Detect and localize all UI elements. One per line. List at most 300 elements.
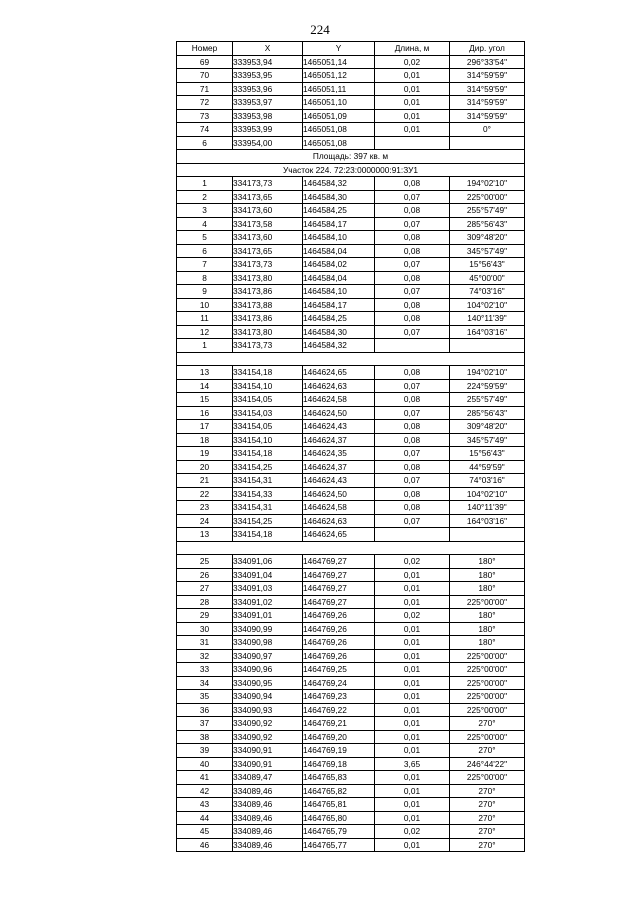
direction-angle-cell: 246°44'22" <box>450 757 525 771</box>
length-cell: 0,01 <box>375 649 450 663</box>
y-coordinate-cell: 1464584,04 <box>303 271 375 285</box>
x-coordinate-cell: 334173,65 <box>233 244 303 258</box>
table-row <box>177 393 525 407</box>
point-number-cell: 34 <box>177 676 233 690</box>
point-number-cell: 7 <box>177 258 233 272</box>
length-cell: 0,08 <box>375 433 450 447</box>
table-row <box>177 96 525 110</box>
y-coordinate-cell: 1464584,32 <box>303 339 375 353</box>
length-cell: 0,01 <box>375 69 450 83</box>
x-coordinate-cell: 334154,18 <box>233 528 303 542</box>
x-coordinate-cell: 334090,96 <box>233 663 303 677</box>
point-number-cell: 20 <box>177 460 233 474</box>
point-number-cell: 72 <box>177 96 233 110</box>
point-number-cell: 13 <box>177 366 233 380</box>
length-cell: 0,08 <box>375 312 450 326</box>
table-row <box>177 690 525 704</box>
header-direction-angle: Дир. угол <box>450 42 525 56</box>
area-summary-row <box>177 150 525 164</box>
y-coordinate-cell: 1465051,09 <box>303 109 375 123</box>
x-coordinate-cell: 334089,46 <box>233 784 303 798</box>
x-coordinate-cell: 334154,18 <box>233 366 303 380</box>
direction-angle-cell: 225°00'00" <box>450 690 525 704</box>
y-coordinate-cell: 1464624,63 <box>303 514 375 528</box>
x-coordinate-cell: 334154,10 <box>233 433 303 447</box>
table-row <box>177 703 525 717</box>
table-row <box>177 55 525 69</box>
x-coordinate-cell: 334090,91 <box>233 744 303 758</box>
y-coordinate-cell: 1465051,10 <box>303 96 375 110</box>
point-number-cell: 73 <box>177 109 233 123</box>
table-row <box>177 757 525 771</box>
x-coordinate-cell: 334173,58 <box>233 217 303 231</box>
point-number-cell: 27 <box>177 582 233 596</box>
table-row <box>177 406 525 420</box>
table-row <box>177 514 525 528</box>
x-coordinate-cell: 333954,00 <box>233 136 303 150</box>
table-row <box>177 339 525 353</box>
table-row <box>177 82 525 96</box>
length-cell: 0,07 <box>375 406 450 420</box>
length-cell: 0,01 <box>375 690 450 704</box>
length-cell: 0,07 <box>375 447 450 461</box>
direction-angle-cell: 225°00'00" <box>450 771 525 785</box>
y-coordinate-cell: 1464769,27 <box>303 555 375 569</box>
point-number-cell: 70 <box>177 69 233 83</box>
point-number-cell: 23 <box>177 501 233 515</box>
point-number-cell: 21 <box>177 474 233 488</box>
header-number: Номер <box>177 42 233 56</box>
table-row <box>177 717 525 731</box>
direction-angle-cell: 180° <box>450 609 525 623</box>
table-row <box>177 420 525 434</box>
direction-angle-cell: 225°00'00" <box>450 676 525 690</box>
x-coordinate-cell: 334173,86 <box>233 312 303 326</box>
direction-angle-cell: 270° <box>450 717 525 731</box>
direction-angle-cell: 296°33'54" <box>450 55 525 69</box>
direction-angle-cell: 345°57'49" <box>450 433 525 447</box>
area-summary: Площадь: 397 кв. м <box>177 150 525 164</box>
length-cell: 0,07 <box>375 474 450 488</box>
point-number-cell: 14 <box>177 379 233 393</box>
table-row <box>177 447 525 461</box>
x-coordinate-cell: 334173,88 <box>233 298 303 312</box>
length-cell: 0,08 <box>375 487 450 501</box>
point-number-cell: 26 <box>177 568 233 582</box>
header-length: Длина, м <box>375 42 450 56</box>
direction-angle-cell: 314°59'59" <box>450 69 525 83</box>
direction-angle-cell: 225°00'00" <box>450 649 525 663</box>
direction-angle-cell: 140°11'39" <box>450 312 525 326</box>
direction-angle-cell: 270° <box>450 798 525 812</box>
x-coordinate-cell: 334173,73 <box>233 258 303 272</box>
x-coordinate-cell: 334090,91 <box>233 757 303 771</box>
table-row <box>177 109 525 123</box>
y-coordinate-cell: 1464765,81 <box>303 798 375 812</box>
y-coordinate-cell: 1464584,32 <box>303 177 375 191</box>
x-coordinate-cell: 334090,94 <box>233 690 303 704</box>
direction-angle-cell: 255°57'49" <box>450 204 525 218</box>
length-cell: 0,07 <box>375 258 450 272</box>
point-number-cell: 33 <box>177 663 233 677</box>
x-coordinate-cell: 333953,95 <box>233 69 303 83</box>
table-row <box>177 487 525 501</box>
length-cell: 0,01 <box>375 784 450 798</box>
x-coordinate-cell: 334173,80 <box>233 325 303 339</box>
length-cell: 0,01 <box>375 96 450 110</box>
direction-angle-cell: 164°03'16" <box>450 514 525 528</box>
y-coordinate-cell: 1464584,17 <box>303 298 375 312</box>
point-number-cell: 40 <box>177 757 233 771</box>
table-row <box>177 798 525 812</box>
table-row <box>177 298 525 312</box>
point-number-cell: 29 <box>177 609 233 623</box>
table-row <box>177 244 525 258</box>
point-number-cell: 30 <box>177 622 233 636</box>
length-cell: 0,02 <box>375 825 450 839</box>
x-coordinate-cell: 334090,98 <box>233 636 303 650</box>
point-number-cell: 22 <box>177 487 233 501</box>
blank-cell <box>177 352 525 366</box>
x-coordinate-cell: 334154,05 <box>233 420 303 434</box>
length-cell: 0,01 <box>375 595 450 609</box>
length-cell: 0,01 <box>375 798 450 812</box>
x-coordinate-cell: 333953,98 <box>233 109 303 123</box>
y-coordinate-cell: 1465051,08 <box>303 123 375 137</box>
point-number-cell: 2 <box>177 190 233 204</box>
y-coordinate-cell: 1464769,25 <box>303 663 375 677</box>
length-cell: 0,01 <box>375 676 450 690</box>
direction-angle-cell: 225°00'00" <box>450 730 525 744</box>
x-coordinate-cell: 333953,99 <box>233 123 303 137</box>
point-number-cell: 45 <box>177 825 233 839</box>
direction-angle-cell: 180° <box>450 636 525 650</box>
y-coordinate-cell: 1464624,63 <box>303 379 375 393</box>
x-coordinate-cell: 334090,93 <box>233 703 303 717</box>
point-number-cell: 16 <box>177 406 233 420</box>
y-coordinate-cell: 1464584,10 <box>303 231 375 245</box>
length-cell: 0,08 <box>375 298 450 312</box>
table-row <box>177 69 525 83</box>
point-number-cell: 1 <box>177 177 233 191</box>
length-cell: 0,01 <box>375 771 450 785</box>
y-coordinate-cell: 1465051,08 <box>303 136 375 150</box>
point-number-cell: 31 <box>177 636 233 650</box>
x-coordinate-cell: 334154,10 <box>233 379 303 393</box>
direction-angle-cell: 180° <box>450 568 525 582</box>
point-number-cell: 37 <box>177 717 233 731</box>
point-number-cell: 4 <box>177 217 233 231</box>
y-coordinate-cell: 1464624,35 <box>303 447 375 461</box>
y-coordinate-cell: 1464624,43 <box>303 474 375 488</box>
direction-angle-cell: 180° <box>450 582 525 596</box>
length-cell: 0,01 <box>375 730 450 744</box>
direction-angle-cell <box>450 136 525 150</box>
y-coordinate-cell: 1464769,23 <box>303 690 375 704</box>
point-number-cell: 6 <box>177 136 233 150</box>
direction-angle-cell: 140°11'39" <box>450 501 525 515</box>
point-number-cell: 46 <box>177 838 233 852</box>
point-number-cell: 18 <box>177 433 233 447</box>
point-number-cell: 25 <box>177 555 233 569</box>
length-cell: 0,02 <box>375 55 450 69</box>
y-coordinate-cell: 1464584,10 <box>303 285 375 299</box>
length-cell: 0,08 <box>375 366 450 380</box>
point-number-cell: 3 <box>177 204 233 218</box>
table-row <box>177 136 525 150</box>
direction-angle-cell: 270° <box>450 784 525 798</box>
point-number-cell: 36 <box>177 703 233 717</box>
table-row <box>177 636 525 650</box>
direction-angle-cell: 194°02'10" <box>450 177 525 191</box>
point-number-cell: 42 <box>177 784 233 798</box>
direction-angle-cell: 225°00'00" <box>450 595 525 609</box>
y-coordinate-cell: 1464765,82 <box>303 784 375 798</box>
y-coordinate-cell: 1464584,25 <box>303 204 375 218</box>
table-row <box>177 568 525 582</box>
y-coordinate-cell: 1464769,18 <box>303 757 375 771</box>
length-cell: 0,07 <box>375 190 450 204</box>
y-coordinate-cell: 1464769,27 <box>303 595 375 609</box>
direction-angle-cell: 314°59'59" <box>450 109 525 123</box>
coordinates-table <box>176 41 525 852</box>
header-y: Y <box>303 42 375 56</box>
length-cell: 0,01 <box>375 838 450 852</box>
length-cell: 0,08 <box>375 460 450 474</box>
header-x: X <box>233 42 303 56</box>
length-cell: 0,08 <box>375 177 450 191</box>
y-coordinate-cell: 1464624,43 <box>303 420 375 434</box>
x-coordinate-cell: 334154,31 <box>233 501 303 515</box>
table-row <box>177 258 525 272</box>
length-cell: 0,01 <box>375 568 450 582</box>
table-row <box>177 285 525 299</box>
length-cell: 3,65 <box>375 757 450 771</box>
point-number-cell: 71 <box>177 82 233 96</box>
x-coordinate-cell: 334173,80 <box>233 271 303 285</box>
y-coordinate-cell: 1464765,80 <box>303 811 375 825</box>
direction-angle-cell: 0° <box>450 123 525 137</box>
length-cell: 0,07 <box>375 285 450 299</box>
x-coordinate-cell: 334089,46 <box>233 811 303 825</box>
length-cell: 0,01 <box>375 109 450 123</box>
x-coordinate-cell: 334154,31 <box>233 474 303 488</box>
length-cell: 0,01 <box>375 744 450 758</box>
length-cell: 0,01 <box>375 636 450 650</box>
x-coordinate-cell: 334090,92 <box>233 717 303 731</box>
table-row <box>177 811 525 825</box>
x-coordinate-cell: 334173,65 <box>233 190 303 204</box>
length-cell: 0,08 <box>375 271 450 285</box>
table-row <box>177 649 525 663</box>
point-number-cell: 28 <box>177 595 233 609</box>
table-row <box>177 825 525 839</box>
y-coordinate-cell: 1464769,27 <box>303 568 375 582</box>
direction-angle-cell: 270° <box>450 744 525 758</box>
y-coordinate-cell: 1464624,65 <box>303 366 375 380</box>
table-row <box>177 190 525 204</box>
y-coordinate-cell: 1464769,20 <box>303 730 375 744</box>
length-cell: 0,08 <box>375 501 450 515</box>
length-cell: 0,01 <box>375 582 450 596</box>
table-row <box>177 379 525 393</box>
y-coordinate-cell: 1464624,37 <box>303 460 375 474</box>
x-coordinate-cell: 334154,05 <box>233 393 303 407</box>
table-row <box>177 676 525 690</box>
x-coordinate-cell: 334154,25 <box>233 514 303 528</box>
y-coordinate-cell: 1464765,79 <box>303 825 375 839</box>
table-header-row <box>177 42 525 56</box>
y-coordinate-cell: 1465051,11 <box>303 82 375 96</box>
point-number-cell: 9 <box>177 285 233 299</box>
table-row <box>177 730 525 744</box>
length-cell: 0,08 <box>375 420 450 434</box>
length-cell: 0,01 <box>375 703 450 717</box>
y-coordinate-cell: 1465051,12 <box>303 69 375 83</box>
direction-angle-cell: 104°02'10" <box>450 487 525 501</box>
x-coordinate-cell: 334173,73 <box>233 177 303 191</box>
point-number-cell: 10 <box>177 298 233 312</box>
x-coordinate-cell: 333953,96 <box>233 82 303 96</box>
y-coordinate-cell: 1464769,26 <box>303 636 375 650</box>
y-coordinate-cell: 1464584,25 <box>303 312 375 326</box>
direction-angle-cell: 225°00'00" <box>450 663 525 677</box>
direction-angle-cell: 15°56'43" <box>450 258 525 272</box>
blank-cell <box>177 541 525 555</box>
length-cell: 0,07 <box>375 514 450 528</box>
direction-angle-cell: 309°48'20" <box>450 231 525 245</box>
y-coordinate-cell: 1464624,50 <box>303 487 375 501</box>
length-cell <box>375 339 450 353</box>
x-coordinate-cell: 334154,18 <box>233 447 303 461</box>
y-coordinate-cell: 1464584,04 <box>303 244 375 258</box>
length-cell: 0,07 <box>375 217 450 231</box>
section-title: Участок 224. 72:23:0000000:91:ЗУ1 <box>177 163 525 177</box>
x-coordinate-cell: 334173,60 <box>233 204 303 218</box>
point-number-cell: 35 <box>177 690 233 704</box>
x-coordinate-cell: 333953,94 <box>233 55 303 69</box>
table-row <box>177 528 525 542</box>
x-coordinate-cell: 334173,73 <box>233 339 303 353</box>
point-number-cell: 12 <box>177 325 233 339</box>
point-number-cell: 24 <box>177 514 233 528</box>
y-coordinate-cell: 1464624,50 <box>303 406 375 420</box>
x-coordinate-cell: 334089,46 <box>233 798 303 812</box>
length-cell: 0,07 <box>375 325 450 339</box>
direction-angle-cell <box>450 528 525 542</box>
point-number-cell: 17 <box>177 420 233 434</box>
x-coordinate-cell: 334173,60 <box>233 231 303 245</box>
point-number-cell: 74 <box>177 123 233 137</box>
length-cell: 0,01 <box>375 663 450 677</box>
x-coordinate-cell: 334089,46 <box>233 825 303 839</box>
table-row <box>177 663 525 677</box>
table-row <box>177 501 525 515</box>
point-number-cell: 5 <box>177 231 233 245</box>
direction-angle-cell: 270° <box>450 811 525 825</box>
y-coordinate-cell: 1464584,30 <box>303 190 375 204</box>
y-coordinate-cell: 1464769,27 <box>303 582 375 596</box>
y-coordinate-cell: 1464769,22 <box>303 703 375 717</box>
point-number-cell: 43 <box>177 798 233 812</box>
y-coordinate-cell: 1464624,65 <box>303 528 375 542</box>
table-row <box>177 271 525 285</box>
y-coordinate-cell: 1464584,17 <box>303 217 375 231</box>
direction-angle-cell: 180° <box>450 622 525 636</box>
table-row <box>177 325 525 339</box>
direction-angle-cell: 74°03'16" <box>450 285 525 299</box>
y-coordinate-cell: 1464769,21 <box>303 717 375 731</box>
direction-angle-cell: 285°56'43" <box>450 217 525 231</box>
direction-angle-cell: 345°57'49" <box>450 244 525 258</box>
direction-angle-cell: 45°00'00" <box>450 271 525 285</box>
length-cell <box>375 136 450 150</box>
point-number-cell: 39 <box>177 744 233 758</box>
blank-separator-row <box>177 352 525 366</box>
x-coordinate-cell: 334090,95 <box>233 676 303 690</box>
x-coordinate-cell: 334089,47 <box>233 771 303 785</box>
y-coordinate-cell: 1464769,19 <box>303 744 375 758</box>
point-number-cell: 1 <box>177 339 233 353</box>
table-row <box>177 555 525 569</box>
direction-angle-cell: 270° <box>450 838 525 852</box>
y-coordinate-cell: 1464584,02 <box>303 258 375 272</box>
table-row <box>177 771 525 785</box>
y-coordinate-cell: 1464624,58 <box>303 501 375 515</box>
direction-angle-cell: 74°03'16" <box>450 474 525 488</box>
table-row <box>177 433 525 447</box>
direction-angle-cell: 255°57'49" <box>450 393 525 407</box>
point-number-cell: 6 <box>177 244 233 258</box>
length-cell: 0,08 <box>375 393 450 407</box>
length-cell: 0,01 <box>375 82 450 96</box>
direction-angle-cell: 15°56'43" <box>450 447 525 461</box>
direction-angle-cell: 225°00'00" <box>450 703 525 717</box>
x-coordinate-cell: 334089,46 <box>233 838 303 852</box>
direction-angle-cell: 164°03'16" <box>450 325 525 339</box>
y-coordinate-cell: 1464769,26 <box>303 609 375 623</box>
x-coordinate-cell: 334154,33 <box>233 487 303 501</box>
point-number-cell: 41 <box>177 771 233 785</box>
point-number-cell: 19 <box>177 447 233 461</box>
point-number-cell: 32 <box>177 649 233 663</box>
direction-angle-cell <box>450 339 525 353</box>
length-cell: 0,02 <box>375 609 450 623</box>
direction-angle-cell: 270° <box>450 825 525 839</box>
length-cell: 0,01 <box>375 123 450 137</box>
y-coordinate-cell: 1464769,26 <box>303 649 375 663</box>
y-coordinate-cell: 1464584,30 <box>303 325 375 339</box>
x-coordinate-cell: 334173,86 <box>233 285 303 299</box>
direction-angle-cell: 314°59'59" <box>450 82 525 96</box>
x-coordinate-cell: 334090,97 <box>233 649 303 663</box>
table-row <box>177 312 525 326</box>
table-row <box>177 744 525 758</box>
length-cell: 0,08 <box>375 231 450 245</box>
table-row <box>177 366 525 380</box>
table-body <box>177 55 525 852</box>
blank-separator-row <box>177 541 525 555</box>
x-coordinate-cell: 334090,92 <box>233 730 303 744</box>
x-coordinate-cell: 333953,97 <box>233 96 303 110</box>
section-title-row <box>177 163 525 177</box>
direction-angle-cell: 309°48'20" <box>450 420 525 434</box>
table-row <box>177 217 525 231</box>
direction-angle-cell: 285°56'43" <box>450 406 525 420</box>
table-row <box>177 622 525 636</box>
direction-angle-cell: 180° <box>450 555 525 569</box>
length-cell: 0,02 <box>375 555 450 569</box>
